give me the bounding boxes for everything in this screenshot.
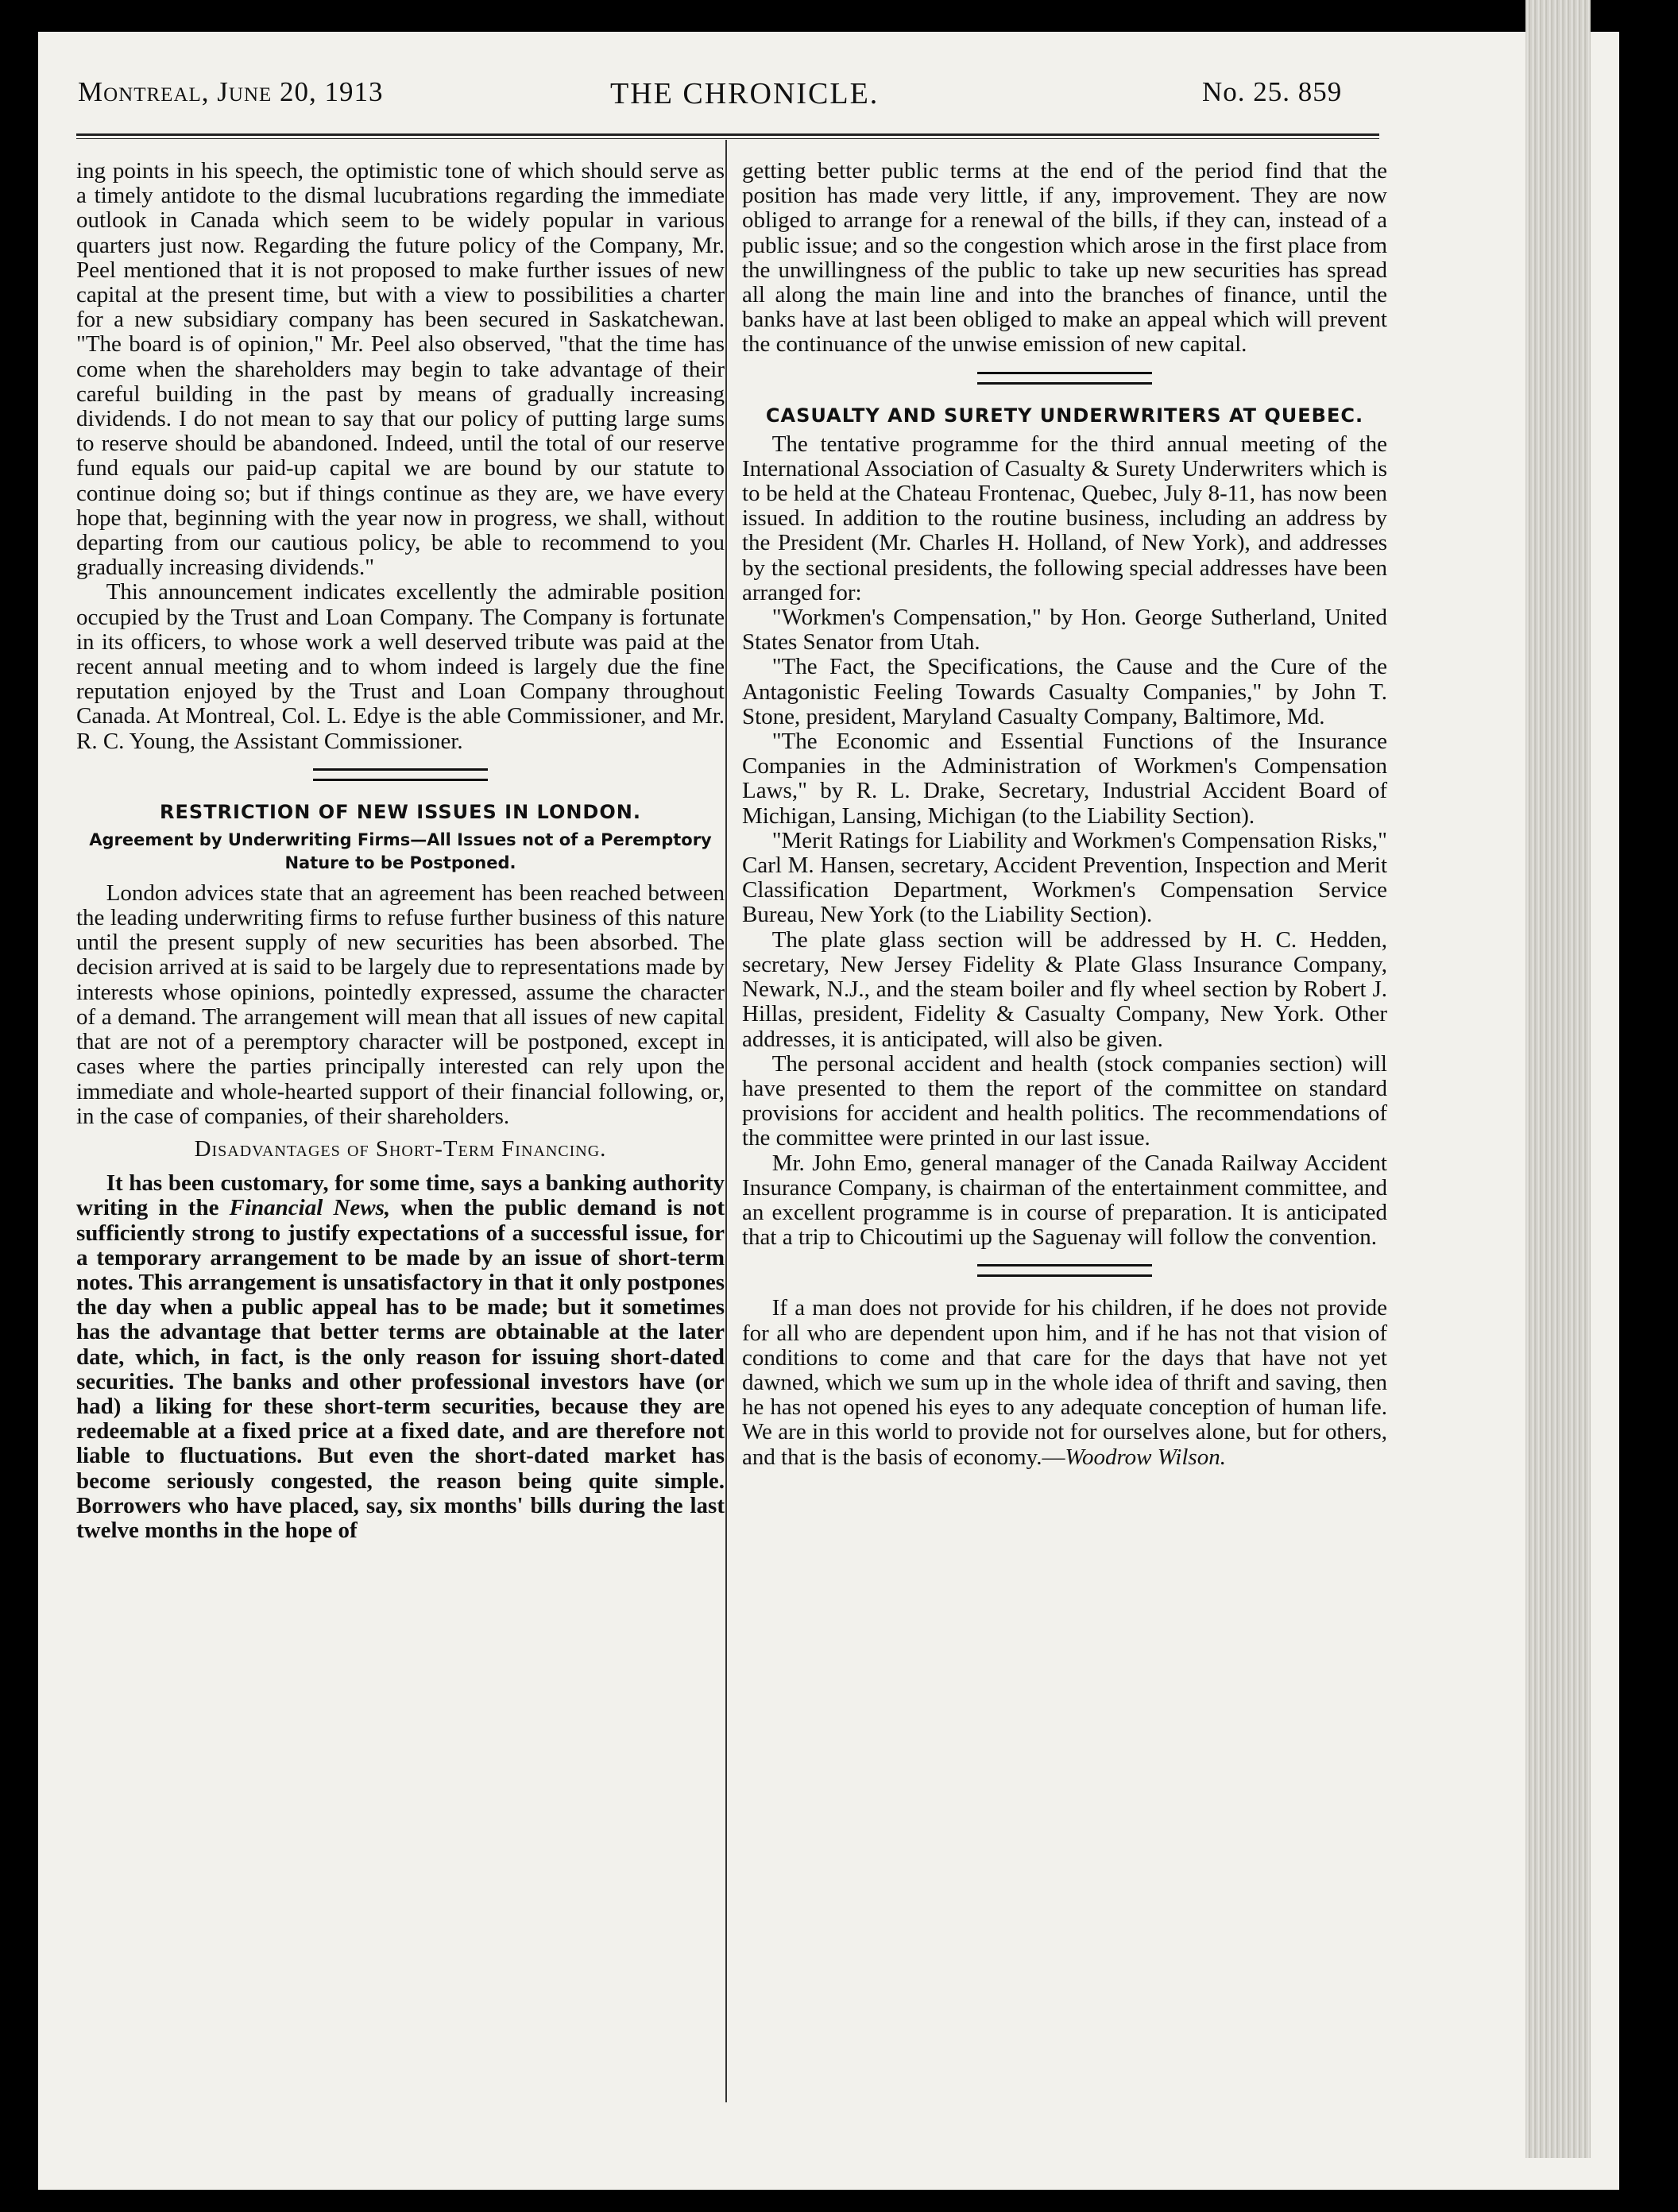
left-column [76,159,725,1543]
paragraph: ing points in his speech, the optimistic tone of which should serve as a timely antidote to the dismal lucubrations regarding the immediate outlook in Canada which seem to be widely popular in various quarters just now. Regarding the future policy of the Company, Mr. Peel mentioned that it is not proposed to make further issues of new capital at the present time, but with a view to possibilities a charter for a new subsidiary company has been secured in Saskatchewan. "The board is of opinion," Mr. Peel also observed, "that the time has come when the shareholders may begin to take advantage of their careful building in the past by means of gradually increasing dividends. I do not mean to say that our policy of putting large sums to reserve should be abandoned. Indeed, until the total of our reserve fund equals our paid-up capital we are bound by our statute to continue doing so; but if things continue as they are, we have every hope that, beginning with the year now in progress, we shall, without departing from our cautious policy, be able to recommend to you gradually increasing dividends." [76,158,725,581]
paragraph [76,1171,725,1543]
quotation-paragraph [742,1296,1387,1469]
section-heading: Disadvantages of Short-Term Financing. [194,1135,607,1162]
address-listing: "Workmen's Compensation," by Hon. George Sutherland, United States Senator from Utah. [742,605,1387,655]
section-separator [977,1264,1152,1277]
paragraph: London advices state that an agreement has been reached between the leading underwriting firms to refuse further business of this nature until the present supply of new securities has been absorbed. The decision arrived at is said to be largely due to representations made by interests whose opinions, pointedly expressed, assume the character of a demand. The arrangement will mean that all issues of new capital that are not of a peremptory character will be postponed, except in cases where the parties principally interested can rely upon the immediate and whole-hearted support of their financial following, or, in the case of companies, of their shareholders. [76,880,725,1129]
publication-name: Financial News, [229,1195,391,1221]
article-headline: CASUALTY AND SURETY UNDERWRITERS AT QUEBEC. [765,404,1364,427]
header-date: Montreal, June 20, 1913 [78,76,384,107]
paragraph: This announcement indicates excellently the admirable position occupied by the Trust and Loan Company. The Company is fortunate in its officers, to whose work a well deserved tribute was paid at the recent annual meeting and to whom indeed is largely due the fine reputation enjoyed by the Trust and Loan Company throughout Canada. At Montreal, Col. L. Edye is the able Commissioner, and Mr. R. C. Young, the Assistant Commissioner. [76,579,725,754]
book-page-edges [1525,0,1591,2158]
address-listing: "The Fact, the Specifications, the Cause and the Cure of the Antagonistic Feeling Towards Casualty Companies," by John T. Stone, president, Maryland Casualty Company, Baltimore, Md. [742,654,1387,729]
address-listing: "The Economic and Essential Functions of the Insurance Companies in the Administration of Workmen's Compensation Laws," by R. L. Drake, Secretary, Industrial Accident Board of Michigan, Lansing, Michigan (to the Liability Section). [742,729,1387,829]
right-column [742,159,1387,1470]
section-separator [313,768,488,781]
article-headline: RESTRICTION OF NEW ISSUES IN LONDON. [160,800,641,823]
quotation-attribution: Woodrow Wilson. [1065,1444,1226,1470]
running-head [38,76,1381,133]
article-subheadline: Agreement by Underwriting Firms—All Issues not of a Peremptory Nature to be Postponed. [89,830,712,872]
header-issue-page: No. 25. 859 [1202,76,1343,107]
header-title: THE CHRONICLE. [610,77,880,110]
column-divider [725,140,727,2102]
paragraph: The tentative programme for the third annual meeting of the International Association of Casualty & Surety Underwriters which is to be held at the Chateau Frontenac, Quebec, July 8-11, has now been issued. In addition to the routine business, including an address by the President (Mr. Charles H. Holland, of New York), and addresses by the sectional presidents, the following special addresses have been arranged for: [742,431,1387,605]
paragraph: Mr. John Emo, general manager of the Canada Railway Accident Insurance Company, is chairman of the entertainment committee, and an excellent programme is in course of preparation. It is anticipated that a trip to Chicoutimi up the Saguenay will follow the convention. [742,1150,1387,1251]
paragraph: getting better public terms at the end of the period find that the position has made very little, if any, improvement. They are now obliged to arrange for a renewal of the bills, if they can, instead of a public issue; and so the congestion which arose in the first place from the unwillingness of the public to take up new securities has spread all along the main line and into the branches of finance, until the banks have at last been obliged to make an appeal which will prevent the continuance of the unwise emission of new capital. [742,158,1387,358]
paragraph: The personal accident and health (stock companies section) will have presented to them the report of the committee on standard provisions for accident and health politics. The recommendations of the committee were printed in our last issue. [742,1050,1387,1151]
text-run: If a man does not provide for his children, if he does not provide for all who are dependent upon him, and if he has not that vision of conditions to come and that care for the days that have not yet dawned, which we sum up in the whole idea of thrift and saving, then he has not opened his eyes to any adequate conception of human life. We are in this world to provide not for ourselves alone, but for others, and that is the basis of economy.— [742,1295,1387,1470]
paragraph: The plate glass section will be addressed by H. C. Hedden, secretary, New Jersey Fidelity & Plate Glass Insurance Company, Newark, N.J., and the steam boiler and fly wheel section by Robert J. Hillas, president, Fidelity & Casualty Company, New York. Other addresses, it is anticipated, will also be given. [742,926,1387,1052]
section-separator [977,372,1152,385]
text-run: when the public demand is not sufficiently strong to justify expectations of a successful issue, for a temporary arrangement to be made by an issue of short-term notes. This arrangement is unsatisfactory in that it only postpones the day when a public appeal has to be made; but it sometimes has the advantage that better terms are obtainable at the later date, which, in fact, is the only reason for issuing short-dated securities. The banks and other professional investors have (or had) a liking for these short-term securities, because they are redeemable at a fixed price at a fixed date, and are therefore not liable to fluctuations. But even the short-dated market has become seriously congested, the reason being quite simple. Borrowers who have placed, say, six months' bills during the last twelve months in the hope of [76,1195,725,1543]
address-listing: "Merit Ratings for Liability and Workmen's Compensation Risks," Carl M. Hansen, secretary, Accident Prevention, Inspection and Merit Classification Department, Workmen's Compensation Service Bureau, New York (to the Liability Section). [742,827,1387,928]
text-run: It has been customary, for some time, says a banking authority writing in the [76,1170,725,1221]
header-rule [76,133,1379,139]
